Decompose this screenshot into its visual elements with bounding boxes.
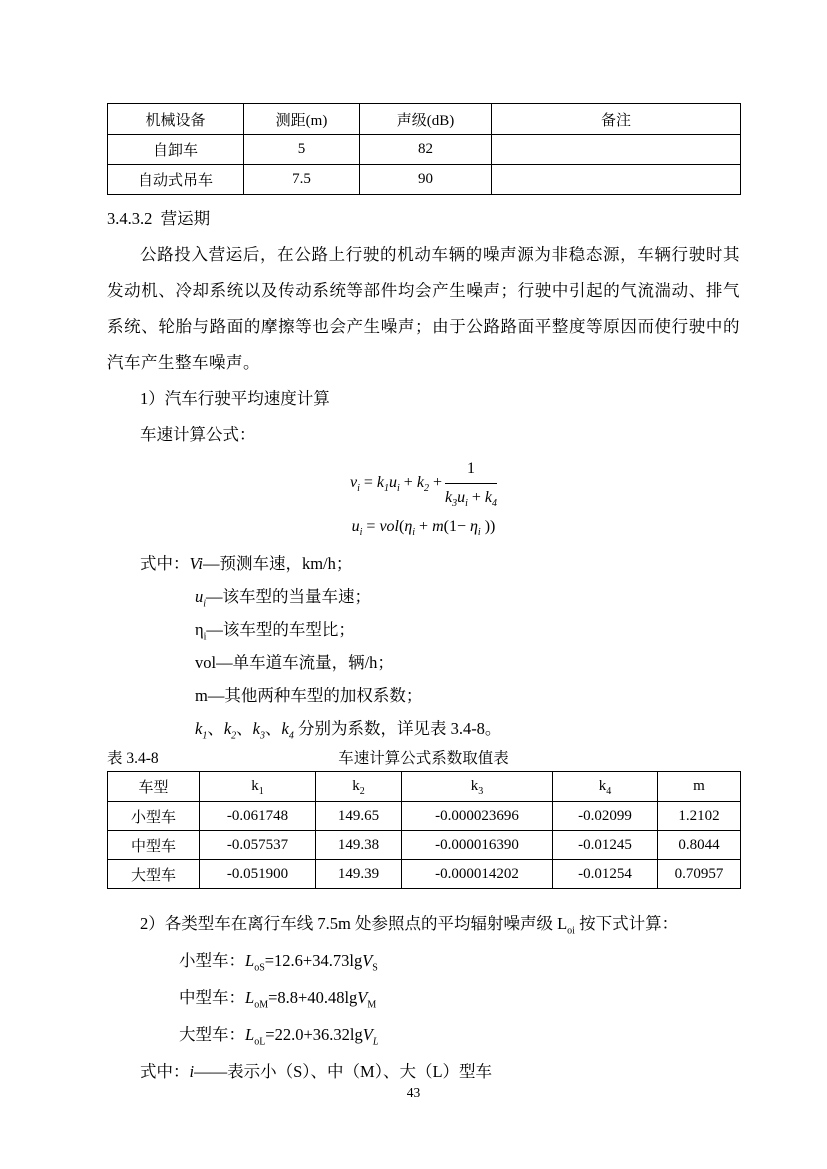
noise-formula-small: 小型车：$L_{oS}=12.6+34.73\lg V_S$: [179, 951, 378, 974]
velocity-equation: [107, 455, 740, 511]
column-header-k4: $k_4$: [553, 772, 658, 802]
cell-k1: -0.061748: [200, 802, 316, 831]
coefficient-table: [107, 771, 741, 889]
fraction-denominator: $k_3u_i + k_4$: [444, 488, 497, 509]
cell-m: 0.8044: [658, 831, 741, 860]
velocity-equation-left: $v_i = k_1u_i + k_2$ +: [349, 474, 442, 495]
cell-m: 0.70957: [658, 860, 741, 889]
symbol-note: 式中：i——表示小（S）、中（M）、大（L）型车: [140, 1062, 493, 1081]
cell-distance: 5: [244, 135, 360, 165]
fraction: [445, 457, 497, 510]
symbol-item: $k_1$、$k_2$、$k_3$、$k_4$ 分别为系数，详见表 3.4-8。: [195, 719, 502, 742]
cell-k3: -0.000014202: [402, 860, 553, 889]
column-header-k2: $k_2$: [316, 772, 402, 802]
cell-k1: -0.057537: [200, 831, 316, 860]
cell-k4: -0.02099: [553, 802, 658, 831]
column-header-k1: $k_1$: [200, 772, 316, 802]
cell-vehicle-type: 中型车: [108, 831, 200, 860]
table-title: 车速计算公式系数取值表: [338, 750, 509, 767]
table-label: 表 3.4-8: [107, 750, 159, 767]
fraction-numerator: 1: [445, 457, 497, 484]
column-header-level: 声级(dB): [360, 104, 492, 135]
symbol-definitions: [107, 547, 740, 745]
equivalent-speed-equation: $u_i = vol(\eta_i + m(1- \eta_i$ )): [351, 518, 496, 539]
table-row: [108, 135, 741, 165]
symbol-item: [107, 547, 740, 580]
cell-remark: [492, 135, 741, 165]
noise-formula-medium: 中型车：$L_{oM}=8.8+40.48\lg V_M$: [179, 988, 377, 1011]
column-header-k3: $k_3$: [402, 772, 553, 802]
table-row: [108, 802, 741, 831]
cell-equipment: 自动式吊车: [108, 165, 244, 195]
formula-intro: 车速计算公式：: [140, 425, 256, 444]
speed-calc-heading: 1）汽车行驶平均速度计算: [140, 389, 330, 408]
body-paragraph: 公路投入营运后，在公路上行驶的机动车辆的噪声源为非稳态源，车辆行驶时其发动机、冷却系统以及传动系统等部件均会产生噪声；行驶中引起的气流湍动、排气系统、轮胎与路面的摩擦等也会产生噪声；由于公路路面平整度等原因而使行驶中的汽车产生整车噪声。: [107, 245, 740, 372]
page-number: 43: [406, 1085, 421, 1100]
symbol-item: $\eta_i—$该车型的车型比；: [195, 620, 355, 643]
symbol-item: vol—单车道车流量，辆/h；: [195, 653, 394, 672]
noise-formula-large: 大型车：$L_{oL}=22.0+36.32\lg V_L$: [179, 1025, 379, 1048]
section-heading: 3.4.3.2 营运期: [107, 209, 211, 228]
column-header-m: m: [658, 772, 741, 802]
table-header-row: [108, 104, 741, 135]
table-caption: [107, 747, 740, 771]
symbol-prefix: 式中：: [140, 554, 190, 573]
cell-k1: -0.051900: [200, 860, 316, 889]
table-row: [108, 860, 741, 889]
cell-level: 82: [360, 135, 492, 165]
cell-level: 90: [360, 165, 492, 195]
column-header-distance: 测距(m): [244, 104, 360, 135]
cell-k4: -0.01245: [553, 831, 658, 860]
equations-block: [107, 455, 740, 543]
equipment-noise-table: [107, 103, 741, 195]
column-header-remark: 备注: [492, 104, 741, 135]
cell-m: 1.2102: [658, 802, 741, 831]
cell-equipment: 自卸车: [108, 135, 244, 165]
cell-k2: 149.38: [316, 831, 402, 860]
cell-vehicle-type: 小型车: [108, 802, 200, 831]
cell-distance: 7.5: [244, 165, 360, 195]
cell-k3: -0.000016390: [402, 831, 553, 860]
noise-level-section: [107, 905, 740, 1090]
symbol-text: Vi—预测车速，km/h；: [189, 554, 353, 573]
table-row: [108, 165, 741, 195]
table-row: [108, 831, 741, 860]
column-header-equipment: 机械设备: [108, 104, 244, 135]
cell-k4: -0.01254: [553, 860, 658, 889]
cell-remark: [492, 165, 741, 195]
table-header-row: [108, 772, 741, 802]
noise-level-intro: 2）各类型车在离行车线 7.5m 处参照点的平均辐射噪声级 $L_{oi}$ 按下式计算：: [140, 914, 679, 937]
symbol-item: $u_i—$该车型的当量车速；: [195, 587, 372, 610]
column-header-vehicle-type: 车型: [108, 772, 200, 802]
symbol-item: m—其他两种车型的加权系数；: [195, 686, 423, 705]
cell-k2: 149.65: [316, 802, 402, 831]
cell-vehicle-type: 大型车: [108, 860, 200, 889]
cell-k3: -0.000023696: [402, 802, 553, 831]
page-content: [107, 0, 740, 1090]
cell-k2: 149.39: [316, 860, 402, 889]
